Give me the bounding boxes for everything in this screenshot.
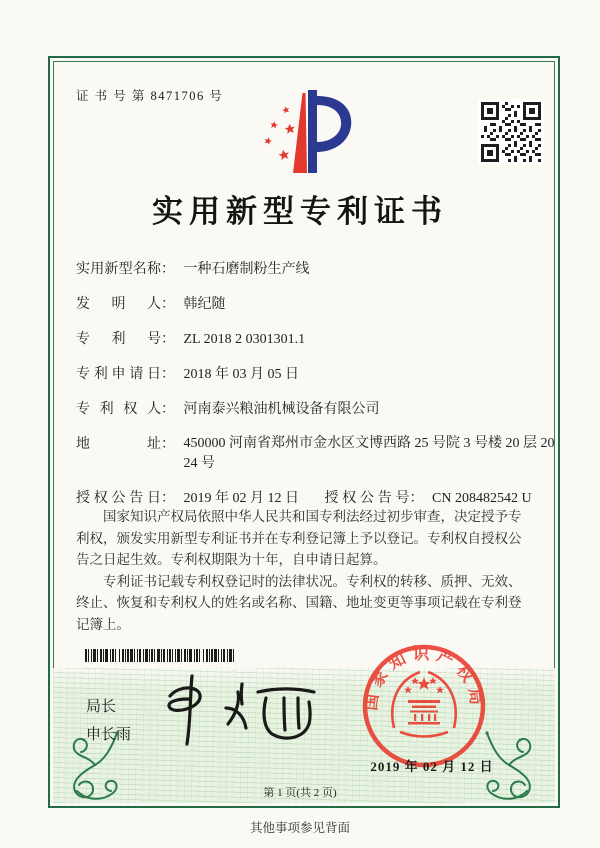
official-seal: [358, 640, 490, 772]
signature-handwriting: [146, 666, 326, 751]
label-colon: ：: [409, 491, 424, 506]
field-value: 2019 年 02 月 12 日: [183, 491, 299, 506]
label-colon: ：: [161, 332, 175, 347]
field-row-name: [76, 259, 532, 280]
certificate-title: 实用新型专利证书: [152, 194, 448, 229]
barcode: [85, 649, 235, 662]
field-value: 韩纪随: [183, 297, 226, 312]
field-value: 河南泰兴粮油机械设备有限公司: [183, 402, 380, 417]
logo-p-bowl: [317, 96, 351, 152]
label-colon: ：: [161, 437, 175, 452]
field-label: 专利权人: [76, 402, 161, 417]
logo-blue-bar: [308, 90, 317, 173]
logo-red-wedge: [293, 93, 307, 173]
field-value: 一种石磨制粉生产线: [183, 262, 310, 277]
field-label: 专利号: [76, 332, 161, 347]
legal-paragraph-1: 国家知识产权局依照中华人民共和国专利法经过初步审查，决定授予专利权，颁发实用新型专利证书并在专利登记簿上予以登记。专利权自授权公告之日起生效。专利权期限为十年，自申请日起算。: [76, 509, 522, 567]
commissioner-block: [86, 693, 131, 749]
legal-paragraph-2: 专利证书记载专利权登记时的法律状况。专利权的转移、质押、无效、终止、恢复和专利权人的姓名或名称、国籍、地址变更等事项记载在专利登记簿上。: [76, 573, 522, 632]
certificate-number: 证 书 号 第 8471706 号: [76, 89, 224, 103]
field-value: CN 208482542 U: [432, 491, 532, 506]
label-colon: ：: [161, 297, 175, 312]
field-label: 地址: [76, 437, 161, 452]
seal-text: 国家知识产权局: [361, 644, 487, 712]
label-colon: ：: [161, 402, 175, 417]
seal-national-emblem: [392, 672, 455, 737]
field-row-patentee: [76, 399, 532, 420]
reverse-side-note: 其他事项参见背面: [249, 821, 350, 835]
field-label: 实用新型名称: [76, 262, 161, 277]
label-colon: ：: [161, 262, 175, 277]
commissioner-title: 局长: [86, 699, 117, 715]
qr-code: [478, 99, 544, 165]
field-row-inventor: [76, 294, 532, 315]
field-label: 发明人: [76, 297, 161, 312]
field-value: 450000 河南省郑州市金水区文博西路 25 号院 3 号楼 20 层 2024 号: [183, 436, 555, 471]
seal-date: 2019 年 02 月 12 日: [370, 759, 494, 774]
logo-stars: [264, 106, 296, 161]
commissioner-name: 申长雨: [86, 727, 132, 743]
field-value: ZL 2018 2 0301301.1: [183, 332, 306, 347]
label-colon: ：: [161, 367, 175, 382]
field-label: 授权公告号: [324, 491, 410, 506]
field-label: 授权公告日: [76, 491, 161, 506]
field-row-filing-date: [76, 364, 532, 385]
field-label: 专利申请日: [76, 367, 161, 382]
field-value: 2018 年 03 月 05 日: [183, 367, 299, 382]
field-row-address: [76, 434, 555, 474]
legal-text: [76, 506, 528, 635]
field-list: [76, 259, 555, 523]
field-row-patent-number: [76, 329, 532, 350]
cnipa-logo-icon: [256, 90, 356, 175]
label-colon: ：: [161, 491, 175, 506]
page-number: 第 1 页(共 2 页): [263, 787, 337, 799]
